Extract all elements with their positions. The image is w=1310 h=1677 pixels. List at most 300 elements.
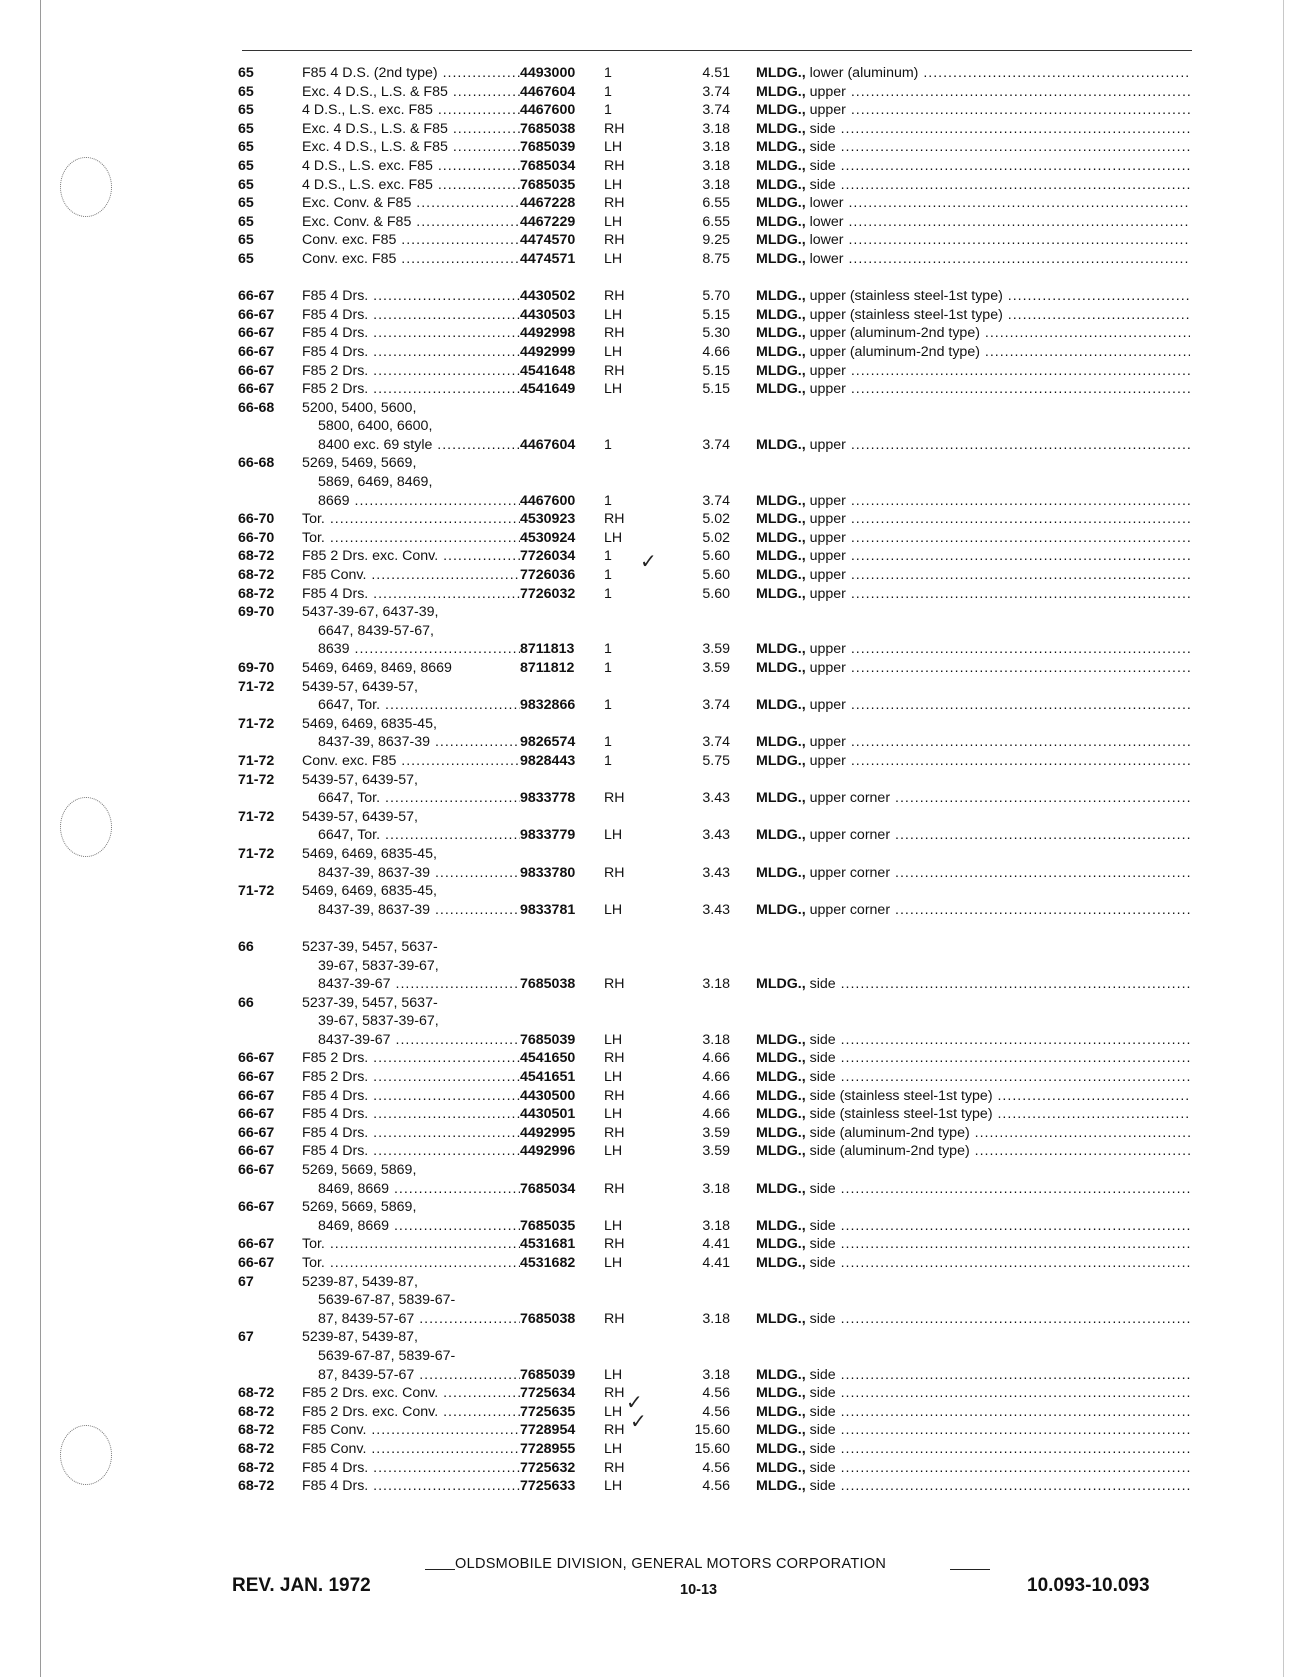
part-description bbox=[756, 789, 1190, 808]
description-keyword: MLDG., bbox=[756, 1069, 806, 1086]
description-keyword: MLDG., bbox=[756, 436, 806, 453]
quantity-side: RH bbox=[604, 1180, 625, 1197]
model-application: 6647, 8439-57-67, bbox=[318, 622, 434, 639]
model-application: 5469, 6469, 6835-45, bbox=[302, 715, 437, 732]
description-text: side bbox=[809, 1069, 836, 1086]
table-row bbox=[0, 1068, 1310, 1087]
description-keyword: MLDG., bbox=[756, 641, 806, 658]
model-application: Exc. Conv. & F85 ..... bbox=[302, 213, 520, 232]
part-number: 4492996 bbox=[520, 1143, 576, 1160]
part-number: 4492999 bbox=[520, 343, 576, 360]
model-application: 5269, 5669, 5869, bbox=[302, 1162, 417, 1179]
model-application: 8469, 8669 ..... bbox=[318, 1217, 520, 1236]
description-text: upper bbox=[809, 660, 846, 676]
list-price: 4.41 bbox=[702, 1255, 730, 1271]
list-price: 4.51 bbox=[702, 65, 730, 81]
table-row bbox=[0, 975, 1310, 994]
part-number: 4467600 bbox=[520, 492, 576, 509]
quantity-side: RH bbox=[604, 362, 625, 379]
table-row bbox=[0, 324, 1310, 343]
description-keyword: MLDG., bbox=[756, 1106, 806, 1123]
model-year: 68-72 bbox=[238, 548, 275, 565]
table-row bbox=[0, 436, 1310, 455]
quantity-side: 1 bbox=[604, 436, 612, 453]
description-keyword: MLDG., bbox=[756, 1050, 806, 1067]
description-keyword: MLDG., bbox=[756, 325, 806, 342]
description-text: upper (stainless steel-1st type) bbox=[809, 288, 1003, 305]
description-keyword: MLDG., bbox=[756, 1143, 806, 1160]
model-application: 4 D.S., L.S. exc. F85 ..... bbox=[302, 176, 520, 195]
table-row bbox=[0, 529, 1310, 548]
description-text: side bbox=[809, 1385, 836, 1402]
model-application: 5239-87, 5439-87, bbox=[302, 1273, 418, 1290]
description-keyword: MLDG., bbox=[756, 976, 806, 993]
part-description bbox=[756, 1254, 1190, 1273]
model-application: F85 4 Drs. ..... bbox=[302, 287, 520, 306]
model-application: 4 D.S., L.S. exc. F85 ..... bbox=[302, 157, 520, 176]
description-keyword: MLDG., bbox=[756, 734, 806, 751]
table-row bbox=[0, 362, 1310, 381]
model-application: Exc. 4 D.S., L.S. & F85 ..... bbox=[302, 138, 520, 157]
quantity-side: LH bbox=[604, 139, 623, 156]
description-keyword: MLDG., bbox=[756, 1403, 806, 1420]
model-year: 65 bbox=[238, 65, 254, 81]
table-row bbox=[0, 585, 1310, 604]
model-year: 68-72 bbox=[238, 1478, 275, 1495]
list-price: 4.66 bbox=[702, 1050, 730, 1067]
part-description bbox=[756, 1421, 1190, 1440]
description-keyword: MLDG., bbox=[756, 1422, 806, 1439]
model-application: 5200, 5400, 5600, bbox=[302, 399, 417, 416]
description-text: upper bbox=[809, 734, 846, 751]
table-row bbox=[0, 957, 1310, 976]
table-row bbox=[0, 1328, 1310, 1347]
quantity-side: 1 bbox=[604, 83, 612, 100]
model-year: 66-67 bbox=[238, 1069, 275, 1086]
quantity-side: RH bbox=[604, 195, 625, 212]
part-number: 9833781 bbox=[520, 901, 576, 918]
model-application: 5469, 6469, 6835-45, bbox=[302, 845, 437, 862]
model-application: F85 2 Drs. ..... bbox=[302, 380, 520, 399]
part-number: 7685035 bbox=[520, 176, 576, 193]
part-description bbox=[756, 194, 1190, 213]
model-year: 69-70 bbox=[238, 660, 275, 676]
part-number: 4492995 bbox=[520, 1124, 576, 1141]
description-keyword: MLDG., bbox=[756, 827, 806, 844]
list-price: 3.18 bbox=[702, 1217, 730, 1234]
list-price: 3.43 bbox=[702, 790, 730, 807]
list-price: 3.59 bbox=[702, 1124, 730, 1141]
description-keyword: MLDG., bbox=[756, 660, 806, 676]
list-price: 3.18 bbox=[702, 176, 730, 193]
revision-date: REV. JAN. 1972 bbox=[232, 1575, 371, 1596]
table-row bbox=[0, 1217, 1310, 1236]
model-application: F85 4 Drs. ..... bbox=[302, 324, 520, 343]
table-row bbox=[0, 1049, 1310, 1068]
description-text: upper (aluminum-2nd type) bbox=[809, 325, 980, 342]
footer-rule-right bbox=[950, 1569, 990, 1570]
description-text: upper bbox=[809, 492, 846, 509]
description-text: upper bbox=[809, 362, 846, 379]
part-number: 4467228 bbox=[520, 195, 576, 212]
footer-rule-left bbox=[425, 1569, 455, 1570]
table-row bbox=[0, 826, 1310, 845]
description-text: side bbox=[809, 1217, 836, 1234]
quantity-side: 1 bbox=[604, 65, 612, 81]
table-row bbox=[0, 622, 1310, 641]
part-number: 4467604 bbox=[520, 436, 576, 453]
model-application: 5469, 6469, 8469, 8669 bbox=[302, 660, 452, 676]
part-number: 4430501 bbox=[520, 1106, 576, 1123]
part-description bbox=[756, 1217, 1190, 1236]
division-name: OLDSMOBILE DIVISION, GENERAL MOTORS CORPORATION bbox=[455, 1556, 887, 1572]
table-row bbox=[0, 678, 1310, 697]
description-text: upper bbox=[809, 381, 846, 398]
list-price: 5.02 bbox=[702, 529, 730, 546]
model-application: 5269, 5669, 5869, bbox=[302, 1199, 417, 1216]
part-number: 7725633 bbox=[520, 1478, 576, 1495]
model-year: 68-72 bbox=[238, 1403, 275, 1420]
part-description bbox=[756, 901, 1190, 920]
list-price: 4.66 bbox=[702, 343, 730, 360]
list-price: 5.60 bbox=[702, 585, 730, 602]
description-keyword: MLDG., bbox=[756, 1440, 806, 1457]
table-row bbox=[0, 1161, 1310, 1180]
description-text: side bbox=[809, 1459, 836, 1476]
table-row bbox=[0, 1366, 1310, 1385]
part-number: 9833778 bbox=[520, 790, 576, 807]
description-text: upper bbox=[809, 641, 846, 658]
table-row bbox=[0, 808, 1310, 827]
part-description bbox=[756, 1124, 1190, 1143]
description-text: side bbox=[809, 1236, 836, 1253]
model-application: 8437-39, 8637-39 ..... bbox=[318, 864, 520, 883]
model-application: F85 2 Drs. ..... bbox=[302, 362, 520, 381]
model-year: 65 bbox=[238, 232, 254, 249]
table-row bbox=[0, 1198, 1310, 1217]
table-row bbox=[0, 306, 1310, 325]
table-row bbox=[0, 1105, 1310, 1124]
model-year: 65 bbox=[238, 120, 254, 137]
model-application: 5269, 5469, 5669, bbox=[302, 455, 417, 472]
description-keyword: MLDG., bbox=[756, 1031, 806, 1048]
part-number: 7685034 bbox=[520, 1180, 576, 1197]
table-row bbox=[0, 250, 1310, 269]
model-year: 66-70 bbox=[238, 511, 275, 528]
table-row bbox=[0, 771, 1310, 790]
list-price: 3.43 bbox=[702, 864, 730, 881]
model-application: Conv. exc. F85 ..... bbox=[302, 250, 520, 269]
table-row bbox=[0, 1273, 1310, 1292]
model-application: 8437-39, 8637-39 ..... bbox=[318, 733, 520, 752]
part-description bbox=[756, 1049, 1190, 1068]
description-keyword: MLDG., bbox=[756, 864, 806, 881]
list-price: 3.18 bbox=[702, 1310, 730, 1327]
model-application: Tor. ..... bbox=[302, 510, 520, 529]
model-year: 71-72 bbox=[238, 771, 275, 788]
table-row bbox=[0, 492, 1310, 511]
part-number: 7685035 bbox=[520, 1217, 576, 1234]
table-row bbox=[0, 752, 1310, 771]
quantity-side: LH bbox=[604, 529, 623, 546]
description-keyword: MLDG., bbox=[756, 65, 806, 81]
part-number: 7725634 bbox=[520, 1385, 576, 1402]
table-row bbox=[0, 1459, 1310, 1478]
table-row bbox=[0, 454, 1310, 473]
quantity-side: 1 bbox=[604, 734, 612, 751]
description-keyword: MLDG., bbox=[756, 1217, 806, 1234]
part-number: 4430500 bbox=[520, 1087, 576, 1104]
part-description bbox=[756, 83, 1190, 102]
description-text: side (stainless steel-1st type) bbox=[809, 1106, 993, 1123]
list-price: 5.02 bbox=[702, 511, 730, 528]
quantity-side: LH bbox=[604, 306, 623, 323]
table-row bbox=[0, 417, 1310, 436]
table-row bbox=[0, 1087, 1310, 1106]
part-description bbox=[756, 640, 1190, 659]
part-description bbox=[756, 1142, 1190, 1161]
part-description bbox=[756, 1310, 1190, 1329]
part-description bbox=[756, 250, 1190, 269]
model-application: 5800, 6400, 6600, bbox=[318, 418, 433, 435]
table-row bbox=[0, 510, 1310, 529]
list-price: 3.18 bbox=[702, 1031, 730, 1048]
table-row bbox=[0, 138, 1310, 157]
part-number: 4492998 bbox=[520, 325, 576, 342]
description-text: upper corner bbox=[809, 901, 891, 918]
model-year: 67 bbox=[238, 1329, 254, 1346]
description-keyword: MLDG., bbox=[756, 697, 806, 714]
model-year: 66 bbox=[238, 938, 254, 955]
part-description bbox=[756, 1087, 1190, 1106]
model-application: 8469, 8669 ..... bbox=[318, 1180, 520, 1199]
list-price: 4.56 bbox=[702, 1459, 730, 1476]
part-description bbox=[756, 585, 1190, 604]
quantity-side: LH bbox=[604, 1031, 623, 1048]
part-description bbox=[756, 696, 1190, 715]
description-keyword: MLDG., bbox=[756, 232, 806, 249]
description-keyword: MLDG., bbox=[756, 343, 806, 360]
check-mark-icon: ✓ bbox=[626, 1392, 643, 1414]
model-year: 65 bbox=[238, 250, 254, 267]
description-text: lower bbox=[809, 195, 844, 212]
part-number: 7726034 bbox=[520, 548, 576, 565]
list-price: 9.25 bbox=[702, 232, 730, 249]
list-price: 4.66 bbox=[702, 1106, 730, 1123]
description-text: side bbox=[809, 176, 836, 193]
part-description bbox=[756, 659, 1190, 678]
model-year: 66-67 bbox=[238, 1050, 275, 1067]
part-number: 4531682 bbox=[520, 1255, 576, 1271]
quantity-side: 1 bbox=[604, 585, 612, 602]
quantity-side: RH bbox=[604, 1050, 625, 1067]
quantity-side: LH bbox=[604, 1255, 623, 1271]
table-row bbox=[0, 715, 1310, 734]
model-year: 68-72 bbox=[238, 1385, 275, 1402]
quantity-side: 1 bbox=[604, 660, 612, 676]
model-application: F85 4 Drs. ..... bbox=[302, 1477, 520, 1496]
part-description bbox=[756, 752, 1190, 771]
model-application: Tor. ..... bbox=[302, 1254, 520, 1273]
model-application: F85 4 Drs. ..... bbox=[302, 306, 520, 325]
model-year: 68-72 bbox=[238, 1459, 275, 1476]
model-year: 66-67 bbox=[238, 1162, 275, 1179]
list-price: 5.15 bbox=[702, 362, 730, 379]
part-description bbox=[756, 1384, 1190, 1403]
table-row bbox=[0, 1384, 1310, 1403]
part-number: 7726036 bbox=[520, 567, 576, 584]
list-price: 4.56 bbox=[702, 1385, 730, 1402]
model-application: 5639-67-87, 5839-67- bbox=[318, 1292, 456, 1309]
description-text: lower bbox=[809, 232, 844, 249]
list-price: 4.66 bbox=[702, 1087, 730, 1104]
part-number: 7685038 bbox=[520, 976, 576, 993]
description-keyword: MLDG., bbox=[756, 1236, 806, 1253]
model-application: 6647, Tor. ..... bbox=[318, 789, 520, 808]
description-keyword: MLDG., bbox=[756, 176, 806, 193]
model-year: 66-67 bbox=[238, 343, 275, 360]
part-description bbox=[756, 231, 1190, 250]
part-description bbox=[756, 510, 1190, 529]
table-row bbox=[0, 83, 1310, 102]
part-number: 7725635 bbox=[520, 1403, 576, 1420]
table-row bbox=[0, 101, 1310, 120]
model-application: F85 4 Drs. ..... bbox=[302, 1124, 520, 1143]
description-text: lower (aluminum) bbox=[809, 65, 919, 81]
description-keyword: MLDG., bbox=[756, 529, 806, 546]
part-number: 7728954 bbox=[520, 1422, 576, 1439]
part-description bbox=[756, 380, 1190, 399]
table-row bbox=[0, 1012, 1310, 1031]
part-number: 7685034 bbox=[520, 157, 576, 174]
model-year: 66-67 bbox=[238, 1236, 275, 1253]
model-year: 71-72 bbox=[238, 883, 275, 900]
top-rule bbox=[242, 50, 1192, 51]
description-keyword: MLDG., bbox=[756, 1385, 806, 1402]
model-year: 65 bbox=[238, 102, 254, 119]
model-year: 66-67 bbox=[238, 381, 275, 398]
model-application: F85 2 Drs. ..... bbox=[302, 1068, 520, 1087]
part-number: 4530923 bbox=[520, 511, 576, 528]
table-row bbox=[0, 659, 1310, 678]
part-description bbox=[756, 176, 1190, 195]
table-row bbox=[0, 1421, 1310, 1440]
description-keyword: MLDG., bbox=[756, 1310, 806, 1327]
list-price: 3.18 bbox=[702, 976, 730, 993]
table-row bbox=[0, 1235, 1310, 1254]
quantity-side: LH bbox=[604, 250, 623, 267]
list-price: 3.74 bbox=[702, 734, 730, 751]
description-keyword: MLDG., bbox=[756, 790, 806, 807]
quantity-side: RH bbox=[604, 157, 625, 174]
description-keyword: MLDG., bbox=[756, 213, 806, 230]
quantity-side: 1 bbox=[604, 102, 612, 119]
quantity-side: RH bbox=[604, 120, 625, 137]
quantity-side: LH bbox=[604, 1143, 623, 1160]
model-application: 8437-39-67 ..... bbox=[318, 975, 520, 994]
model-year: 66-67 bbox=[238, 1199, 275, 1216]
model-application: 6647, Tor. ..... bbox=[318, 696, 520, 715]
description-text: upper bbox=[809, 567, 846, 584]
model-year: 66-67 bbox=[238, 362, 275, 379]
quantity-side: LH bbox=[604, 1106, 623, 1123]
part-description bbox=[756, 436, 1190, 455]
quantity-side: 1 bbox=[604, 641, 612, 658]
model-year: 66-67 bbox=[238, 1255, 275, 1271]
part-number: 7725632 bbox=[520, 1459, 576, 1476]
description-text: side bbox=[809, 976, 836, 993]
table-row bbox=[0, 938, 1310, 957]
description-keyword: MLDG., bbox=[756, 752, 806, 769]
description-keyword: MLDG., bbox=[756, 120, 806, 137]
model-year: 67 bbox=[238, 1273, 254, 1290]
quantity-side: RH bbox=[604, 1422, 625, 1439]
part-number: 7728955 bbox=[520, 1440, 576, 1457]
description-text: side bbox=[809, 1440, 836, 1457]
description-keyword: MLDG., bbox=[756, 102, 806, 119]
description-text: side bbox=[809, 120, 836, 137]
table-row bbox=[0, 380, 1310, 399]
model-year: 71-72 bbox=[238, 715, 275, 732]
table-row bbox=[0, 603, 1310, 622]
part-number: 7685039 bbox=[520, 139, 576, 156]
description-keyword: MLDG., bbox=[756, 250, 806, 267]
model-application: 5437-39-67, 6437-39, bbox=[302, 604, 439, 621]
list-price: 3.59 bbox=[702, 641, 730, 658]
description-text: side bbox=[809, 1366, 836, 1383]
description-text: upper corner bbox=[809, 864, 891, 881]
model-application: 5237-39, 5457, 5637- bbox=[302, 994, 438, 1011]
part-number: 4531681 bbox=[520, 1236, 576, 1253]
model-application: 8669 ..... bbox=[318, 492, 520, 511]
part-number: 9832866 bbox=[520, 697, 576, 714]
list-price: 3.43 bbox=[702, 901, 730, 918]
description-keyword: MLDG., bbox=[756, 157, 806, 174]
list-price: 3.74 bbox=[702, 102, 730, 119]
table-row bbox=[0, 1142, 1310, 1161]
part-description bbox=[756, 213, 1190, 232]
model-year: 69-70 bbox=[238, 604, 275, 621]
description-keyword: MLDG., bbox=[756, 288, 806, 305]
model-year: 66-68 bbox=[238, 455, 275, 472]
part-description bbox=[756, 864, 1190, 883]
model-application: F85 4 Drs. ..... bbox=[302, 1142, 520, 1161]
model-year: 66-67 bbox=[238, 1087, 275, 1104]
model-year: 68-72 bbox=[238, 567, 275, 584]
quantity-side: LH bbox=[604, 827, 623, 844]
model-year: 66-67 bbox=[238, 1106, 275, 1123]
part-number: 4493000 bbox=[520, 65, 576, 81]
part-number: 4467604 bbox=[520, 83, 576, 100]
model-year: 66-67 bbox=[238, 306, 275, 323]
description-text: side bbox=[809, 1422, 836, 1439]
part-description bbox=[756, 826, 1190, 845]
model-application: Conv. exc. F85 ..... bbox=[302, 752, 520, 771]
model-application: F85 Conv. ..... bbox=[302, 566, 520, 585]
description-keyword: MLDG., bbox=[756, 1255, 806, 1271]
part-number: 4541650 bbox=[520, 1050, 576, 1067]
table-row bbox=[0, 901, 1310, 920]
part-description bbox=[756, 343, 1190, 362]
quantity-side: LH bbox=[604, 1217, 623, 1234]
quantity-side: RH bbox=[604, 790, 625, 807]
part-description bbox=[756, 1477, 1190, 1496]
list-price: 5.60 bbox=[702, 548, 730, 565]
model-application: Conv. exc. F85 ..... bbox=[302, 231, 520, 250]
model-year: 66-67 bbox=[238, 1124, 275, 1141]
model-application: 8437-39-67 ..... bbox=[318, 1031, 520, 1050]
part-description bbox=[756, 1068, 1190, 1087]
